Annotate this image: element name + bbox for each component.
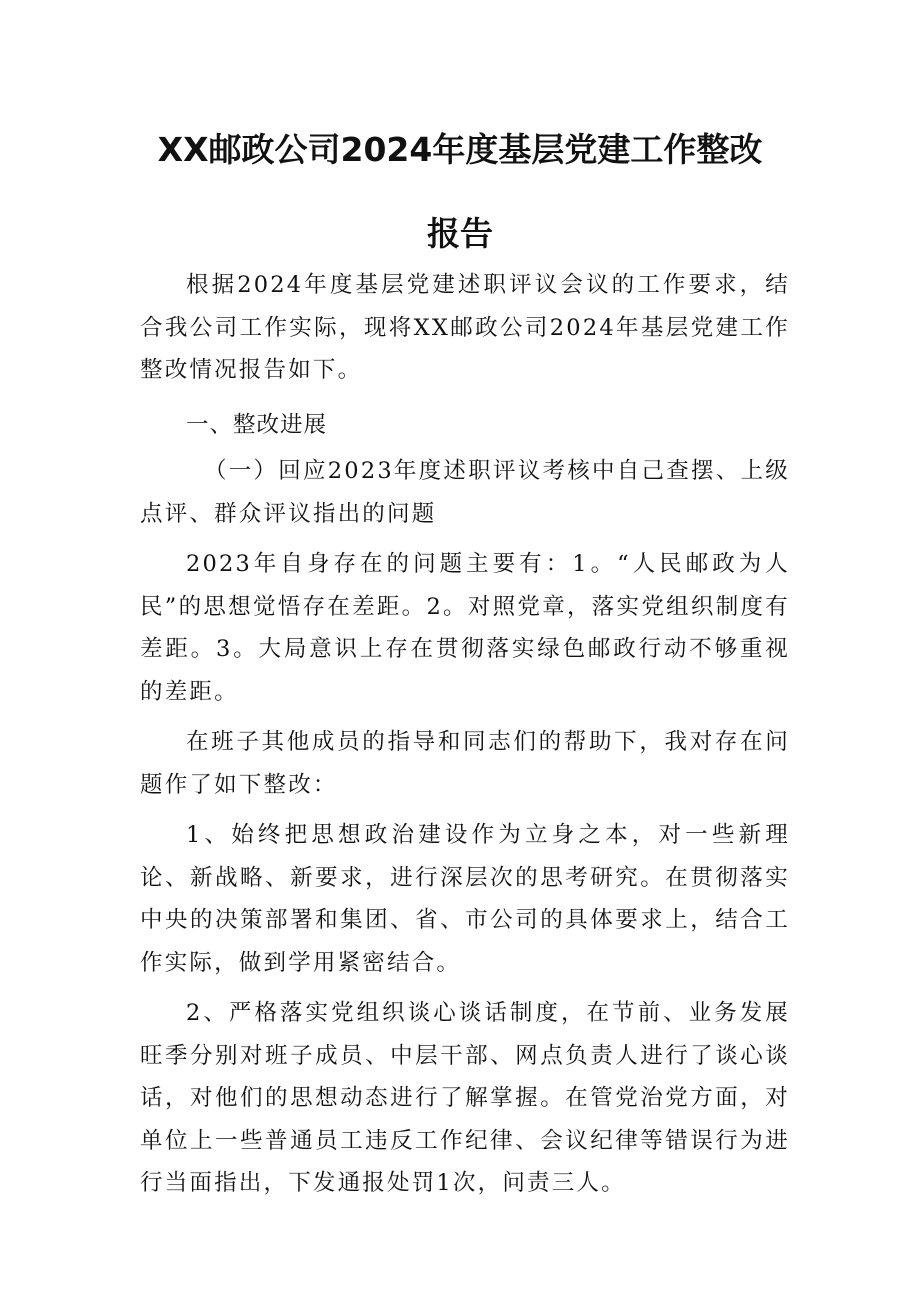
document-title-line-1: XX邮政公司2024年度基层党建工作整改 [157,130,763,169]
rectification-intro-paragraph: 在班子其他成员的指导和同志们的帮助下，我对存在问题作了如下整改： [140,729,790,798]
intro-paragraph: 根据2024年度基层党建述职评议会议的工作要求，结合我公司工作实际，现将XX邮政公司2024年基层党建工作整改情况报告如下。 [140,272,790,383]
subsection-heading-1: （一）回应2023年度述职评议考核中自己查摆、上级点评、群众评议指出的问题 [140,458,790,527]
document-body [140,264,790,1205]
section-heading-progress: 一、整改进展 [186,411,328,438]
rectification-item-1: 1、始终把思想政治建设作为立身之本，对一些新理论、新战略、新要求，进行深层次的思考研究。在贯彻落实中央的决策部署和集团、省、市公司的具体要求上，结合工作实际，做到学用紧密结合。 [140,822,790,976]
document-title-line-2: 报告 [427,214,493,253]
rectification-item-2: 2、严格落实党组织谈心谈话制度，在节前、业务发展旺季分别对班子成员、中层干部、网点负责人进行了谈心谈话，对他们的思想动态进行了解掌握。在管党治党方面，对单位上一些普通员工违反工作纪律、会议纪律等错误行为进行当面指出，下发通报处罚1次，问责三人。 [140,1000,790,1196]
problems-paragraph: 2023年自身存在的问题主要有：1。“人民邮政为人民”的思想觉悟存在差距。2。对照党章，落实党组织制度有差距。3。大局意识上存在贯彻落实绿色邮政行动不够重视的差距。 [140,551,790,705]
